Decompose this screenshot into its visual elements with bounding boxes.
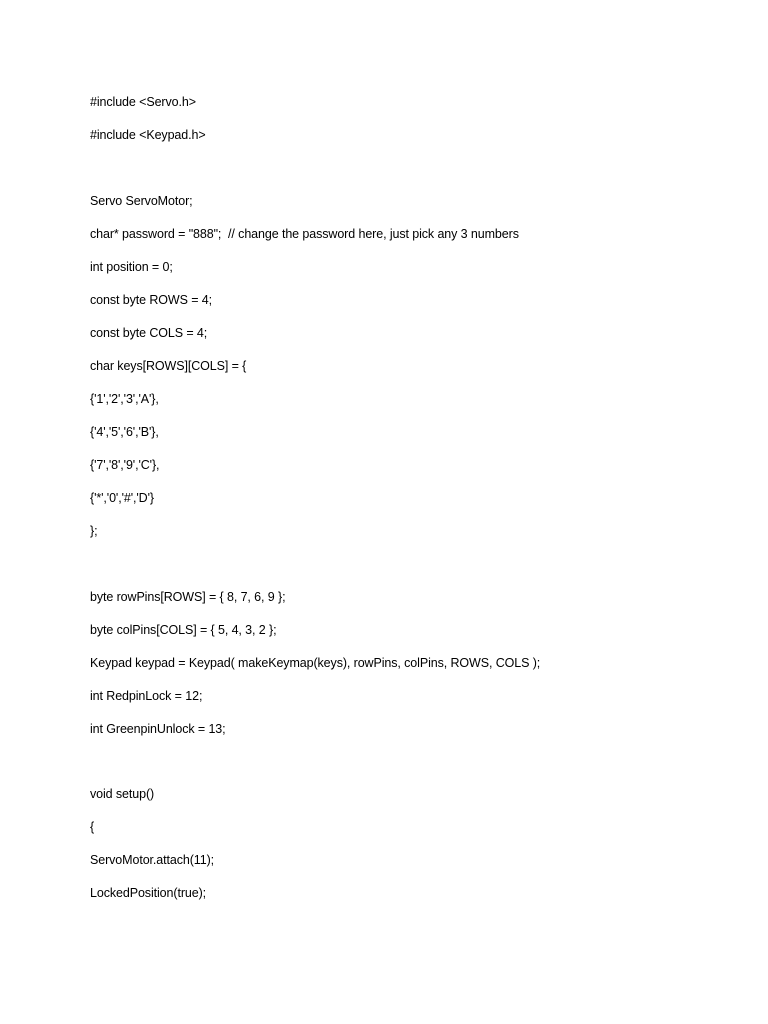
code-line: LockedPosition(true); — [90, 886, 207, 900]
code-line: void setup() — [90, 787, 155, 801]
code-line: const byte COLS = 4; — [90, 326, 208, 340]
code-line: byte rowPins[ROWS] = { 8, 7, 6, 9 }; — [90, 590, 286, 604]
code-line: Keypad keypad = Keypad( makeKeymap(keys), rowPins, colPins, ROWS, COLS ); — [90, 656, 541, 670]
code-line: {'7','8','9','C'}, — [90, 458, 160, 472]
code-line: int GreenpinUnlock = 13; — [90, 722, 226, 736]
code-line: {'1','2','3','A'}, — [90, 392, 159, 406]
code-line: int RedpinLock = 12; — [90, 689, 203, 703]
code-line: #include <Servo.h> — [90, 95, 196, 109]
code-line: {'*','0','#','D'} — [90, 491, 154, 505]
code-line: char keys[ROWS][COLS] = { — [90, 359, 247, 373]
code-line: {'4','5','6','B'}, — [90, 425, 159, 439]
code-line: }; — [90, 524, 98, 538]
code-line: #include <Keypad.h> — [90, 128, 206, 142]
code-line: const byte ROWS = 4; — [90, 293, 213, 307]
code-line: int position = 0; — [90, 260, 173, 274]
code-line: char* password = "888"; // change the password here, just pick any 3 numbers — [90, 227, 519, 241]
code-line: { — [90, 820, 95, 834]
code-line: byte colPins[COLS] = { 5, 4, 3, 2 }; — [90, 623, 277, 637]
code-line: ServoMotor.attach(11); — [90, 853, 215, 867]
code-line: Servo ServoMotor; — [90, 194, 193, 208]
